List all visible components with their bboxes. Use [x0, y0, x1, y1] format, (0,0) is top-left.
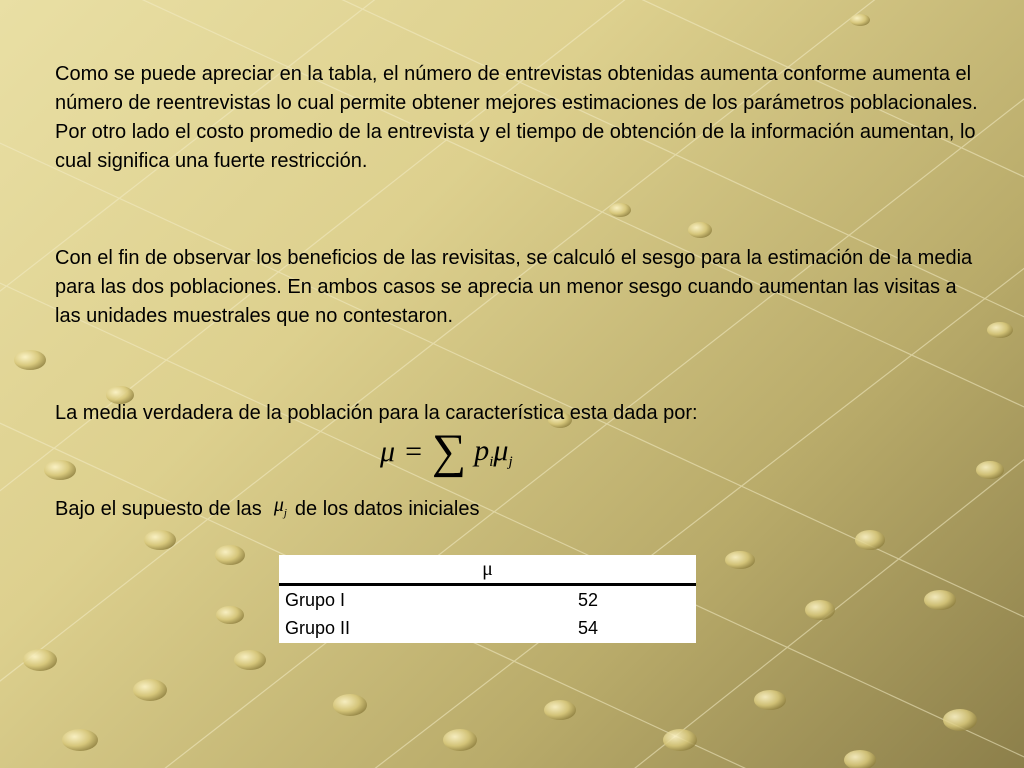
row-label: Grupo II	[285, 618, 351, 638]
assumption-text-after: de los datos iniciales	[294, 498, 480, 520]
assumption-mu-j: $\mu_j$	[273, 494, 287, 519]
table-header-mu: μ	[279, 555, 696, 586]
paragraph-2: Con el fin de observar los beneficios de las revisitas, se calculó el sesgo para la estimación de la media para las dos poblaciones. En ambos casos se aprecia un menor sesgo cuando aumentan las visitas a las unidades muestrales que no contestaron.	[55, 247, 973, 327]
paragraph-1: Como se puede apreciar en la tabla, el número de entrevistas obtenidas aumenta conforme aumenta el número de reentrevistas lo cual permite obtener mejores estimaciones de los parámetros poblacionales. Por otro lado el costo promedio de la entrevista y el tiempo de obtención de la información aumentan, lo cual significa una fuerte restricción.	[55, 63, 978, 172]
table-row	[279, 614, 696, 642]
table-row	[279, 586, 696, 614]
paragraph-3: La media verdadera de la población para la característica esta dada por:	[55, 402, 698, 424]
row-label: Grupo I	[285, 590, 346, 610]
formula-sum: ∑	[431, 425, 467, 478]
means-table	[279, 555, 696, 643]
row-value: 52	[578, 590, 599, 610]
formula-equals: =	[405, 435, 422, 468]
assumption-line	[55, 491, 479, 528]
formula-p: $p_i$	[474, 433, 494, 470]
formula-mu-j: $\mu_j$	[493, 433, 513, 470]
row-value: 54	[578, 618, 599, 638]
assumption-text-before: Bajo el supuesto de las	[55, 498, 262, 520]
mean-formula	[380, 424, 513, 480]
formula-mu: μ	[380, 435, 396, 468]
